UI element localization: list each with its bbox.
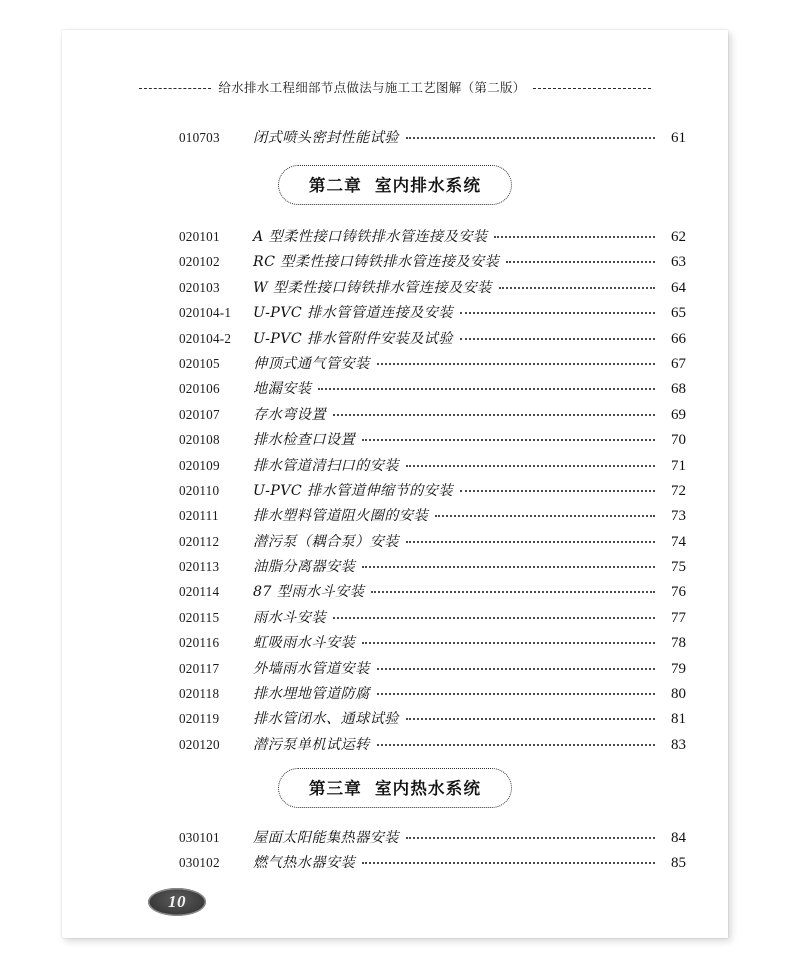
toc-leader-dots xyxy=(362,641,655,644)
running-header xyxy=(62,78,728,96)
toc-entry-code: 030102 xyxy=(179,855,220,871)
page-number-text: 10 xyxy=(168,892,186,911)
toc-entry-code: 030101 xyxy=(179,830,220,845)
toc-entry-page: 77 xyxy=(671,609,686,626)
toc-entry[interactable] xyxy=(62,658,728,683)
toc-entry-code: 020120 xyxy=(179,736,220,752)
toc-leader-dots xyxy=(435,514,655,517)
toc-group xyxy=(62,827,728,878)
toc-leader-dots xyxy=(362,861,655,864)
toc-leader-dots xyxy=(333,616,655,619)
toc-entry-page: 67 xyxy=(671,355,686,372)
toc-entry-title: 排水塑料管道阻火圈的安装 xyxy=(253,508,429,525)
toc-leader-dots xyxy=(506,260,655,263)
toc-entry[interactable] xyxy=(62,429,728,454)
toc-group xyxy=(62,226,728,759)
toc-entry[interactable] xyxy=(62,277,728,302)
toc-entry-page: 83 xyxy=(671,736,686,753)
toc-entry-title: 潜污泵单机试运转 xyxy=(253,736,370,753)
toc-entry-title: 存水弯设置 xyxy=(253,406,326,423)
toc-leader-dots xyxy=(377,692,655,695)
toc-entry-page: 69 xyxy=(671,406,686,423)
toc-entry-code: 020113 xyxy=(179,559,220,575)
toc-entry-code: 020108 xyxy=(179,432,220,448)
toc-entry-title: 燃气热水器安装 xyxy=(253,855,356,872)
toc-entry-title: RC 型柔性接口铸铁排水管连接及安装 xyxy=(253,254,500,271)
toc-entry[interactable] xyxy=(62,531,728,556)
toc-entry-page: 68 xyxy=(671,381,686,398)
toc-leader-dots xyxy=(499,286,655,289)
chapter-number: 第三章 xyxy=(308,779,362,798)
toc-entry[interactable] xyxy=(62,353,728,378)
toc-entry-page: 75 xyxy=(671,559,686,576)
toc-entry-page: 74 xyxy=(671,533,686,550)
toc-entry-code: 010703 xyxy=(179,130,220,145)
toc-leader-dots xyxy=(494,235,655,238)
toc-entry[interactable] xyxy=(62,852,728,877)
toc-entry[interactable] xyxy=(62,734,728,759)
chapter-number: 第二章 xyxy=(308,176,362,195)
toc-leader-dots xyxy=(377,362,655,365)
toc-entry[interactable] xyxy=(62,683,728,708)
toc-entry-page: 63 xyxy=(671,254,686,271)
header-rule-right xyxy=(533,88,651,89)
toc-entry-code: 020102 xyxy=(179,254,220,270)
toc-leader-dots xyxy=(362,438,655,441)
toc-leader-dots xyxy=(333,413,655,416)
toc-entry-page: 84 xyxy=(671,830,686,846)
running-header-title: 给水排水工程细部节点做法与施工工艺图解（第二版） xyxy=(218,80,526,95)
toc-entry-title: 87 型雨水斗安装 xyxy=(253,584,365,601)
toc-entry-title: U-PVC 排水管管道连接及安装 xyxy=(253,305,453,322)
chapter-pill xyxy=(278,768,512,808)
toc-entry-code: 020111 xyxy=(179,508,219,524)
toc-entry[interactable] xyxy=(62,251,728,276)
toc-entry-title: A 型柔性接口铸铁排水管连接及安装 xyxy=(253,229,488,245)
toc-entry[interactable] xyxy=(62,455,728,480)
toc-leader-dots xyxy=(318,387,655,390)
toc-entry-code: 020105 xyxy=(179,355,220,371)
toc-entry[interactable] xyxy=(62,632,728,657)
toc-entry-title: 排水埋地管道防腐 xyxy=(253,686,370,703)
toc-entry-code: 020117 xyxy=(179,660,220,676)
toc-entry[interactable] xyxy=(62,556,728,581)
toc-leader-dots xyxy=(362,565,655,568)
toc-entry[interactable] xyxy=(62,302,728,327)
toc-leader-dots xyxy=(406,836,655,839)
toc-entry-code: 020119 xyxy=(179,711,220,727)
toc-entry-page: 73 xyxy=(671,508,686,525)
toc-entry-page: 76 xyxy=(671,584,686,601)
toc-entry-title: 潜污泵（耦合泵）安装 xyxy=(253,533,399,550)
toc-leader-dots xyxy=(406,136,655,139)
toc-entry-title: 虹吸雨水斗安装 xyxy=(253,635,356,652)
toc-entry-title: U-PVC 排水管附件安装及试验 xyxy=(253,330,453,347)
toc-entry-title: 地漏安装 xyxy=(253,381,312,398)
toc-entry-code: 020101 xyxy=(179,229,220,244)
toc-leader-dots xyxy=(460,311,655,314)
toc-entry-title: 油脂分离器安装 xyxy=(253,559,356,576)
toc-entry-page: 80 xyxy=(671,686,686,703)
toc-entry[interactable] xyxy=(62,378,728,403)
toc-entry-page: 61 xyxy=(671,130,686,146)
toc-leader-dots xyxy=(377,667,655,670)
toc-leader-dots xyxy=(406,717,655,720)
toc-entry-code: 020115 xyxy=(179,609,220,625)
toc-entry-title: 排水管闭水、通球试验 xyxy=(253,711,399,728)
toc-entry-page: 81 xyxy=(671,711,686,728)
toc-leader-dots xyxy=(460,489,655,492)
toc-entry-code: 020112 xyxy=(179,533,220,549)
toc-entry-code: 020104-1 xyxy=(179,305,232,321)
toc-entry-title: U-PVC 排水管道伸缩节的安装 xyxy=(253,482,453,499)
toc-group xyxy=(62,127,728,152)
toc-leader-dots xyxy=(371,590,655,593)
toc-entry-title: 伸顶式通气管安装 xyxy=(253,355,370,372)
toc-entry-code: 020103 xyxy=(179,279,220,295)
toc-leader-dots xyxy=(406,464,655,467)
toc-entry[interactable] xyxy=(62,581,728,606)
toc-leader-dots xyxy=(406,540,655,543)
toc-entry-code: 020114 xyxy=(179,584,220,600)
chapter-name: 室内排水系统 xyxy=(374,176,482,195)
toc-entry-code: 020110 xyxy=(179,482,220,498)
toc-entry-page: 79 xyxy=(671,660,686,677)
toc-entry[interactable] xyxy=(62,607,728,632)
chapter-heading xyxy=(62,165,728,205)
toc-entry[interactable] xyxy=(62,708,728,733)
toc-entry-code: 020104-2 xyxy=(179,330,232,346)
page-number-badge xyxy=(148,888,206,916)
toc-entry-page: 72 xyxy=(671,482,686,499)
toc-entry-page: 71 xyxy=(671,457,686,474)
toc-entry[interactable] xyxy=(62,505,728,530)
toc-entry[interactable] xyxy=(62,127,728,152)
toc-entry-code: 020107 xyxy=(179,406,220,422)
toc-leader-dots xyxy=(460,337,655,340)
toc-entry-code: 020106 xyxy=(179,381,220,397)
toc-entry-title: 外墙雨水管道安装 xyxy=(253,660,370,677)
toc-entry-title: 屋面太阳能集热器安装 xyxy=(253,830,399,846)
toc-entry-page: 65 xyxy=(671,305,686,322)
header-rule-left xyxy=(139,88,211,89)
toc-entry[interactable] xyxy=(62,480,728,505)
toc-entry-code: 020109 xyxy=(179,457,220,473)
toc-entry-code: 020118 xyxy=(179,686,220,702)
toc-entry-title: 排水管道清扫口的安装 xyxy=(253,457,399,474)
toc-leader-dots xyxy=(377,743,655,746)
page-sheet xyxy=(62,30,728,938)
toc-entry-title: 闭式喷头密封性能试验 xyxy=(253,130,399,146)
toc-entry-title: W 型柔性接口铸铁排水管连接及安装 xyxy=(253,279,492,296)
toc-entry[interactable] xyxy=(62,827,728,852)
toc-entry[interactable] xyxy=(62,226,728,251)
toc-entry-title: 排水检查口设置 xyxy=(253,432,356,449)
toc-entry-code: 020116 xyxy=(179,635,220,651)
chapter-heading xyxy=(62,768,728,808)
toc-entry-page: 70 xyxy=(671,432,686,449)
toc-entry-page: 85 xyxy=(671,855,686,872)
chapter-pill xyxy=(278,165,512,205)
toc-entry-page: 66 xyxy=(671,330,686,347)
toc-entry-page: 78 xyxy=(671,635,686,652)
toc-entry[interactable] xyxy=(62,328,728,353)
toc-entry-page: 62 xyxy=(671,229,686,245)
toc-entry-page: 64 xyxy=(671,279,686,296)
toc-entry-title: 雨水斗安装 xyxy=(253,609,326,626)
chapter-name: 室内热水系统 xyxy=(374,779,482,798)
toc-entry[interactable] xyxy=(62,404,728,429)
